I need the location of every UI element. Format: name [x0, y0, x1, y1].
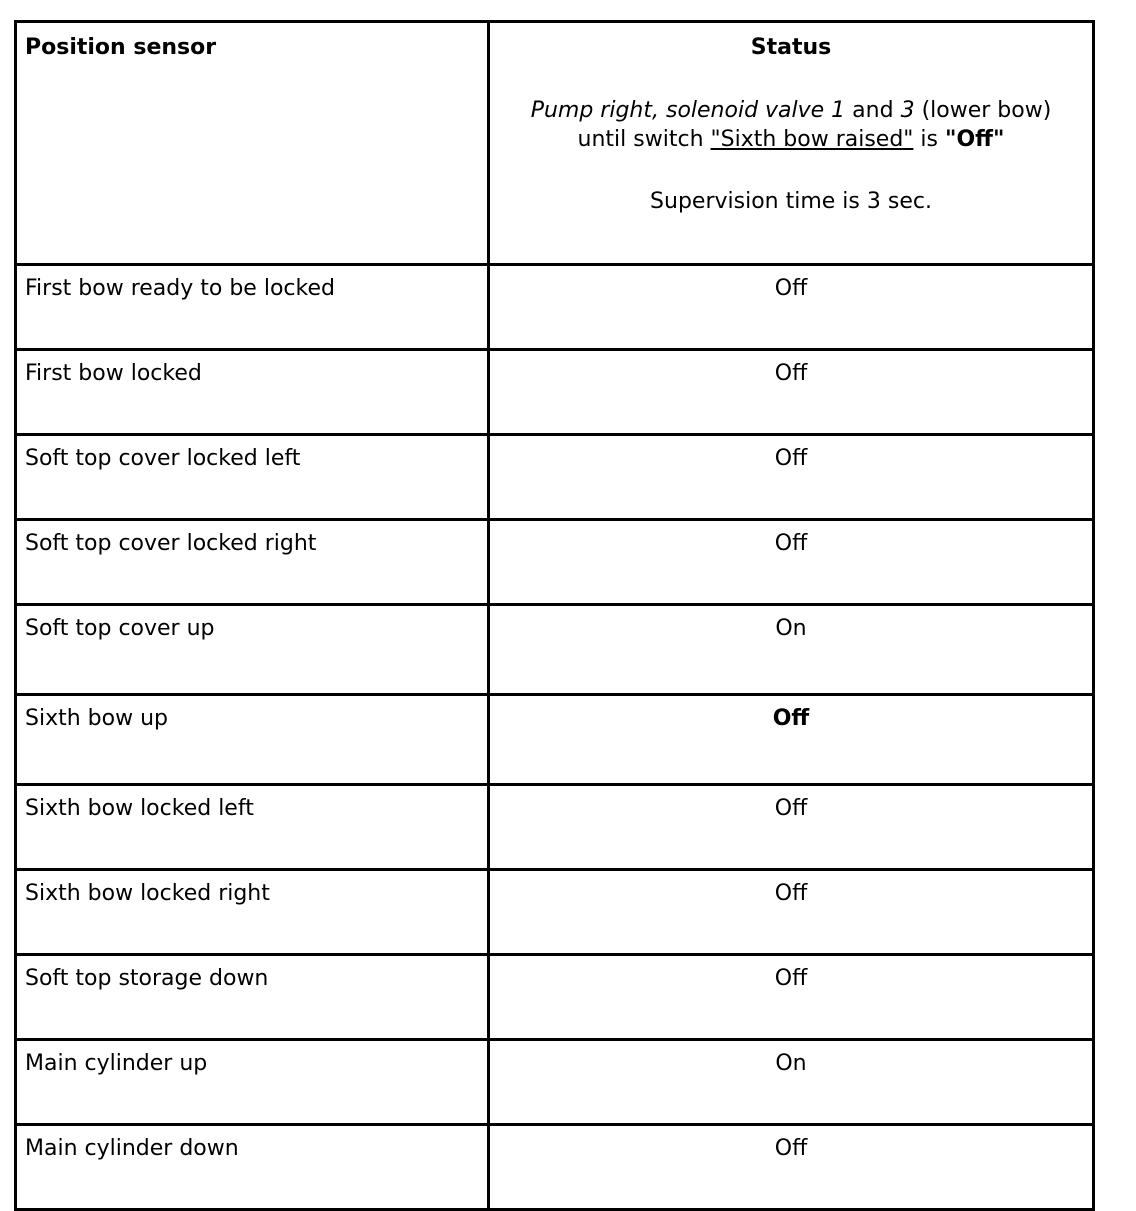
table-row: [16, 435, 1094, 520]
sensor-name-cell: Main cylinder down: [16, 1125, 489, 1210]
sensor-name-cell: Soft top cover locked left: [16, 435, 489, 520]
sensor-name-cell: Soft top cover up: [16, 605, 489, 695]
table-body: [16, 265, 1094, 1210]
table-row: [16, 1040, 1094, 1125]
sensor-name-cell: Main cylinder up: [16, 1040, 489, 1125]
table-row: [16, 1125, 1094, 1210]
sensor-status-cell: Off: [489, 870, 1094, 955]
table-row: [16, 785, 1094, 870]
table-row: [16, 605, 1094, 695]
column-header-position-sensor: Position sensor: [16, 22, 489, 265]
sensor-name-cell: Soft top cover locked right: [16, 520, 489, 605]
lower-bow-text: (lower bow): [914, 98, 1052, 123]
sensor-status-cell: Off: [489, 520, 1094, 605]
sensor-status-cell: Off: [489, 435, 1094, 520]
table-row: [16, 520, 1094, 605]
sensor-status-cell: Off: [489, 350, 1094, 435]
table-row: [16, 350, 1094, 435]
sensor-name-cell: Sixth bow locked left: [16, 785, 489, 870]
table-row: [16, 955, 1094, 1040]
sensor-name-cell: Sixth bow locked right: [16, 870, 489, 955]
is-text: is: [913, 127, 945, 152]
sensor-status-cell: Off: [489, 265, 1094, 350]
sensor-name-cell: First bow locked: [16, 350, 489, 435]
switch-state-text: "Off": [945, 127, 1005, 152]
sensor-name-cell: Soft top storage down: [16, 955, 489, 1040]
table-header-row: [16, 22, 1094, 265]
status-description: [500, 96, 1082, 154]
sensor-status-cell: Off: [489, 1125, 1094, 1210]
sensor-status-cell: Off: [489, 785, 1094, 870]
table-row: [16, 870, 1094, 955]
until-switch-text: until switch: [577, 127, 711, 152]
sensor-name-cell: First bow ready to be locked: [16, 265, 489, 350]
sensor-status-cell: Off: [489, 955, 1094, 1040]
table-row: [16, 695, 1094, 785]
switch-name-text: "Sixth bow raised": [710, 127, 914, 152]
valve-three-text: 3: [900, 98, 915, 123]
sensor-name-cell: Sixth bow up: [16, 695, 489, 785]
position-sensor-table: [14, 20, 1095, 1211]
supervision-time-text: Supervision time is 3 sec.: [650, 189, 932, 214]
sensor-status-cell: On: [489, 1040, 1094, 1125]
status-title: Status: [750, 35, 832, 60]
pump-valve-text: Pump right, solenoid valve 1: [530, 98, 846, 123]
sensor-status-cell: On: [489, 605, 1094, 695]
and-text: and: [845, 98, 901, 123]
sensor-status-cell: Off: [489, 695, 1094, 785]
table-row: [16, 265, 1094, 350]
column-header-status: [489, 22, 1094, 265]
